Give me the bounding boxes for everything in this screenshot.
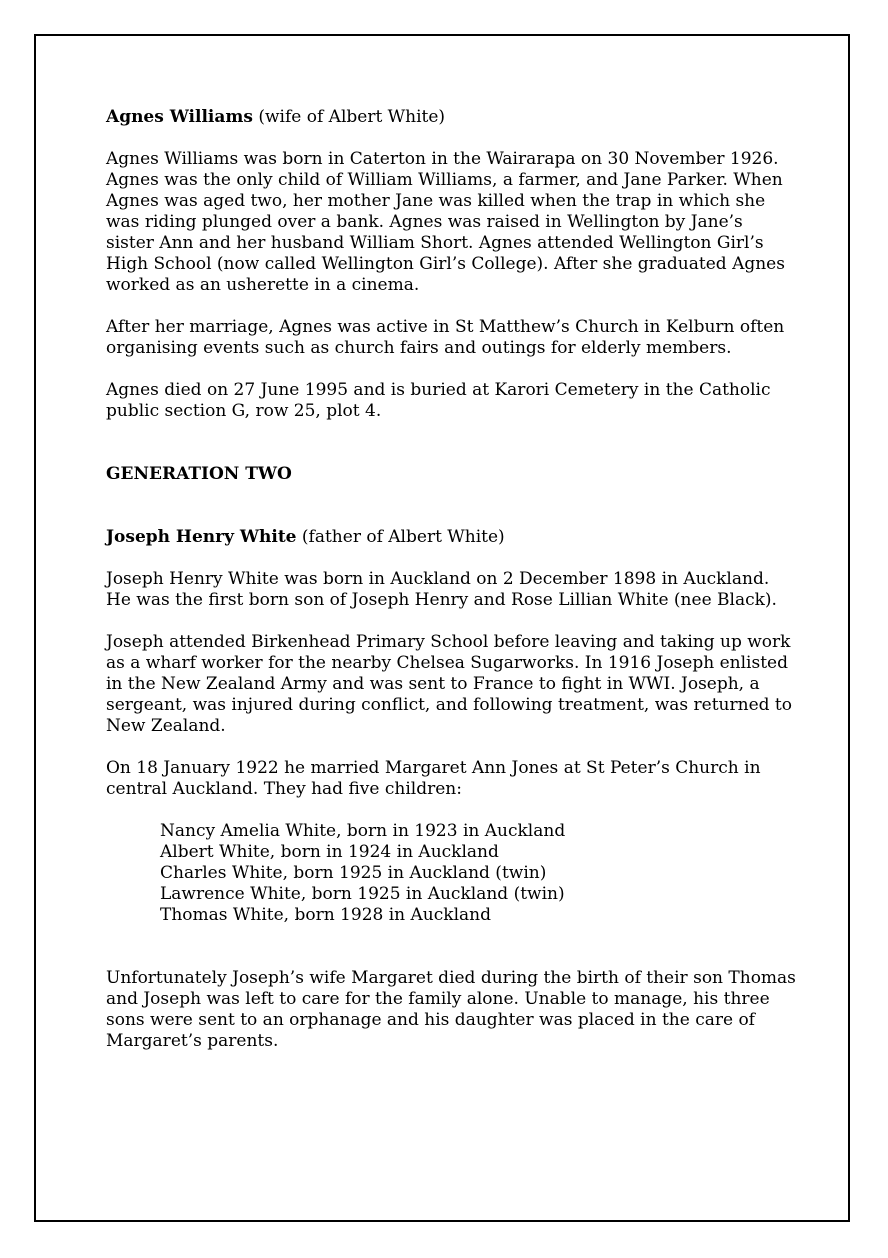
agnes-paragraph-2: After her marriage, Agnes was active in St Matthew’s Church in Kelburn often organising events such as church fairs and outings for elderly members.	[106, 317, 785, 358]
agnes-heading-name: Agnes Williams	[106, 107, 253, 127]
joseph-heading	[106, 527, 796, 548]
list-item: Thomas White, born 1928 in Auckland	[160, 905, 491, 925]
list-item: Charles White, born 1925 in Auckland (twin)	[160, 863, 547, 883]
agnes-heading-relation: (wife of Albert White)	[252, 107, 446, 127]
joseph-paragraph-2: Joseph attended Birkenhead Primary School before leaving and taking up work as a wharf worker for the nearby Chelsea Sugarworks. In 1916 Joseph enlisted in the New Zealand Army and was sent to France to fight in WWI. Joseph, a sergeant, was injured during conflict, and following treatment, was returned to New Zealand.	[106, 632, 792, 736]
generation-heading: GENERATION TWO	[106, 464, 292, 484]
list-item: Lawrence White, born 1925 in Auckland (twin)	[160, 884, 565, 904]
list-item: Albert White, born in 1924 in Auckland	[160, 842, 499, 862]
joseph-heading-relation: (father of Albert White)	[296, 527, 505, 547]
joseph-paragraph-1: Joseph Henry White was born in Auckland on 2 December 1898 in Auckland. He was the first born son of Joseph Henry and Rose Lillian White (nee Black).	[106, 569, 777, 610]
agnes-heading	[106, 107, 796, 128]
agnes-paragraph-1: Agnes Williams was born in Caterton in the Wairarapa on 30 November 1926. Agnes was the only child of William Williams, a farmer, and Jane Parker. When Agnes was aged two, her mother Jane was killed when the trap in which she was riding plunged over a bank. Agnes was raised in Wellington by Jane’s sister Ann and her husband William Short. Agnes attended Wellington Girl’s High School (now called Wellington Girl’s College). After she graduated Agnes worked as an usherette in a cinema.	[106, 149, 785, 295]
joseph-paragraph-3: On 18 January 1922 he married Margaret Ann Jones at St Peter’s Church in central Auckland. They had five children:	[106, 758, 761, 799]
joseph-heading-name: Joseph Henry White	[106, 527, 297, 547]
children-list	[106, 821, 796, 926]
agnes-paragraph-3: Agnes died on 27 June 1995 and is buried at Karori Cemetery in the Catholic public section G, row 25, plot 4.	[106, 380, 771, 421]
joseph-paragraph-4: Unfortunately Joseph’s wife Margaret died during the birth of their son Thomas and Joseph was left to care for the family alone. Unable to manage, his three sons were sent to an orphanage and his daughter was placed in the care of Margaret’s parents.	[106, 968, 796, 1051]
document-body	[106, 107, 796, 1052]
list-item: Nancy Amelia White, born in 1923 in Auckland	[160, 821, 566, 841]
